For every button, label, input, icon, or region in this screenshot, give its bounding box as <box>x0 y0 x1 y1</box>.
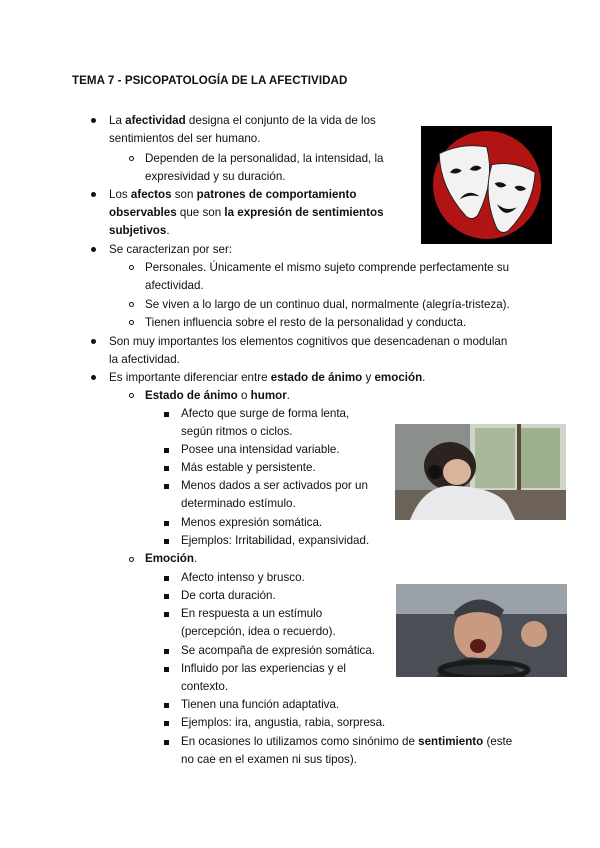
list-item: Dependen de la personalidad, la intensidad, la <box>145 152 384 165</box>
list-item: Menos dados a ser activados por un <box>181 479 368 492</box>
list-item: De corta duración. <box>181 589 276 602</box>
bullet-circle <box>129 320 134 325</box>
bullet-square <box>164 412 169 417</box>
list-item: Tienen una función adaptativa. <box>181 698 340 711</box>
bullet-circle <box>129 557 134 562</box>
bullet-dot <box>91 192 96 197</box>
bullet-square <box>164 576 169 581</box>
sad-person-photo <box>395 424 566 520</box>
list-item-cont: determinado estímulo. <box>181 497 296 510</box>
bullet-square <box>164 649 169 654</box>
angry-driver-photo <box>396 584 567 677</box>
list-item-cont: la afectividad. <box>109 353 180 366</box>
theatre-masks-image <box>421 126 552 244</box>
list-item: Se viven a lo largo de un continuo dual, normalmente (alegría-tristeza). <box>145 298 510 311</box>
list-item: Es importante diferenciar entre estado de ánimo y emoción. <box>109 371 426 384</box>
list-item: Personales. Únicamente el mismo sujeto comprende perfectamente su <box>145 261 510 274</box>
list-item-cont: contexto. <box>181 680 229 693</box>
list-item: En respuesta a un estímulo <box>181 607 323 620</box>
list-item-cont: sentimientos del ser humano. <box>109 132 261 145</box>
bullet-dot <box>91 375 96 380</box>
list-item: Tienen influencia sobre el resto de la personalidad y conducta. <box>145 316 467 329</box>
bullet-circle <box>129 265 134 270</box>
list-item: Posee una intensidad variable. <box>181 443 340 456</box>
bullet-square <box>164 612 169 617</box>
list-item: En ocasiones lo utilizamos como sinónimo de sentimiento (este <box>181 735 513 748</box>
list-item-cont: expresividad y su duración. <box>145 170 286 183</box>
bullet-square <box>164 484 169 489</box>
list-item-cont: afectividad. <box>145 279 204 292</box>
list-item: Influido por las experiencias y el <box>181 662 346 675</box>
list-item: Menos expresión somática. <box>181 516 323 529</box>
list-item: Son muy importantes los elementos cognitivos que desencadenan o modulan <box>109 335 508 348</box>
bullet-square <box>164 703 169 708</box>
page-title: TEMA 7 - PSICOPATOLOGÍA DE LA AFECTIVIDAD <box>72 74 348 87</box>
bullet-circle <box>129 302 134 307</box>
list-item-cont: no cae en el examen ni sus tipos). <box>181 753 357 766</box>
list-item-cont: según ritmos o ciclos. <box>181 425 293 438</box>
list-item: Los afectos son patrones de comportamiento <box>109 188 357 201</box>
list-item: Se caracterizan por ser: <box>109 243 233 256</box>
bullet-square <box>164 448 169 453</box>
bullet-dot <box>91 247 96 252</box>
list-item: Se acompaña de expresión somática. <box>181 644 375 657</box>
bullet-dot <box>91 118 96 123</box>
list-item-cont: (percepción, idea o recuerdo). <box>181 625 336 638</box>
list-item: Más estable y persistente. <box>181 461 316 474</box>
list-item: Afecto intenso y brusco. <box>181 571 305 584</box>
bullet-square <box>164 740 169 745</box>
subsection-heading: Emoción. <box>145 552 198 565</box>
subsection-heading: Estado de ánimo o humor. <box>145 389 290 402</box>
bullet-square <box>164 594 169 599</box>
bullet-square <box>164 539 169 544</box>
list-item-cont: observables que son la expresión de sentimientos <box>109 206 384 219</box>
list-item-cont: subjetivos. <box>109 224 170 237</box>
list-item: Afecto que surge de forma lenta, <box>181 407 350 420</box>
bullet-square <box>164 667 169 672</box>
bullet-square <box>164 466 169 471</box>
list-item: La afectividad designa el conjunto de la vida de los <box>109 114 376 127</box>
list-item: Ejemplos: Irritabilidad, expansividad. <box>181 534 370 547</box>
bullet-circle <box>129 393 134 398</box>
bullet-square <box>164 721 169 726</box>
bullet-dot <box>91 339 96 344</box>
bullet-square <box>164 521 169 526</box>
bullet-circle <box>129 156 134 161</box>
list-item: Ejemplos: ira, angustia, rabia, sorpresa. <box>181 716 386 729</box>
